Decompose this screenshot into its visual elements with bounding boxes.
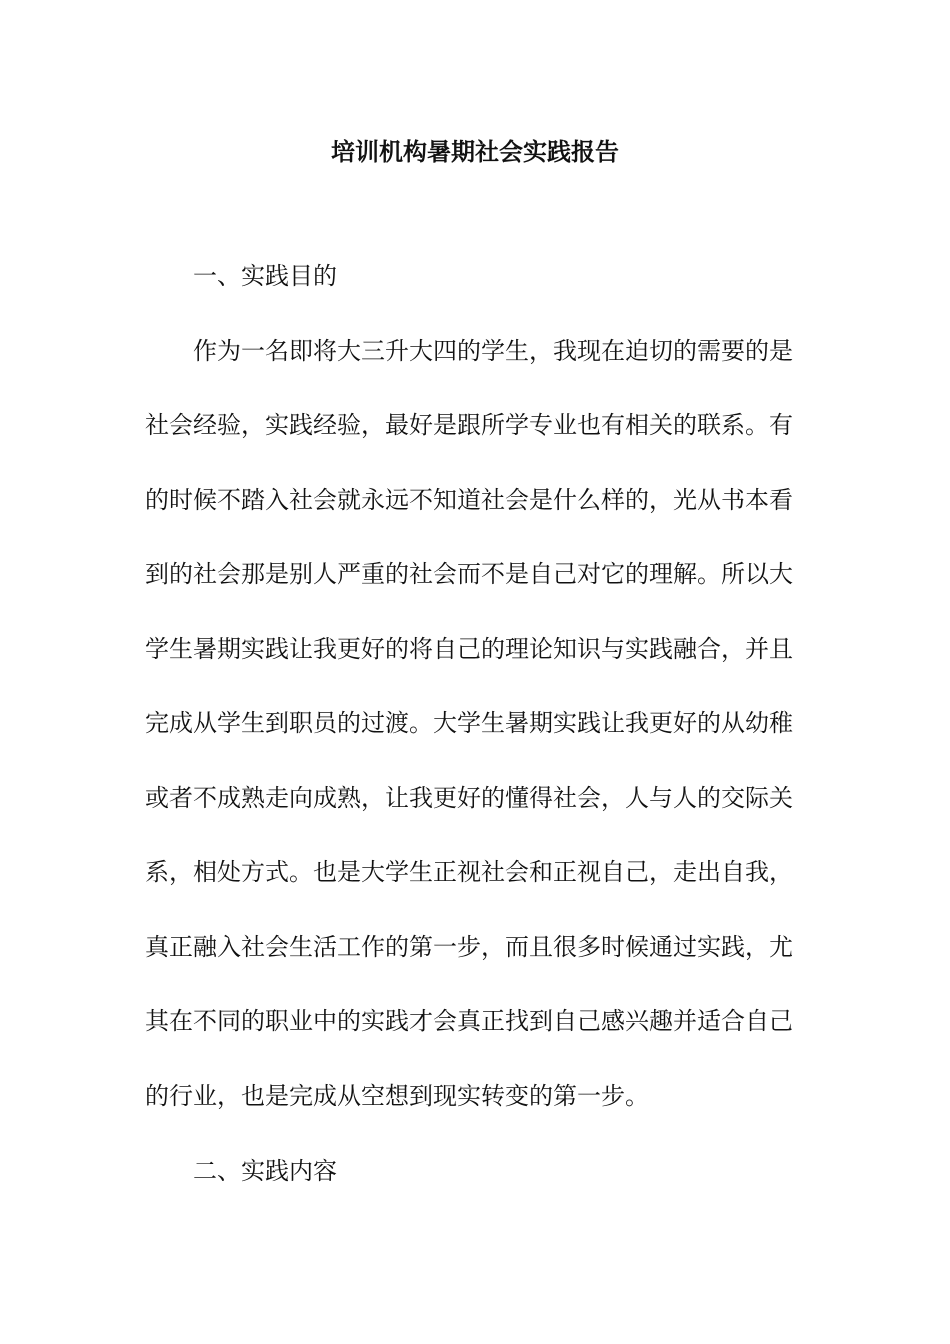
paragraph-line: 社会经验，实践经验，最好是跟所学专业也有相关的联系。有 bbox=[145, 411, 793, 439]
paragraph-line: 的行业，也是完成从空想到现实转变的第一步。 bbox=[145, 1082, 649, 1110]
section-heading-content: 二、实践内容 bbox=[193, 1157, 337, 1185]
paragraph-line: 到的社会那是别人严重的社会而不是自己对它的理解。所以大 bbox=[145, 560, 793, 588]
paragraph-line: 的时候不踏入社会就永远不知道社会是什么样的，光从书本看 bbox=[145, 486, 793, 514]
paragraph-line: 学生暑期实践让我更好的将自己的理论知识与实践融合，并且 bbox=[145, 635, 793, 663]
section-heading-purpose: 一、实践目的 bbox=[193, 262, 337, 290]
paragraph-line: 或者不成熟走向成熟，让我更好的懂得社会，人与人的交际关 bbox=[145, 784, 793, 812]
paragraph-line: 系，相处方式。也是大学生正视社会和正视自己，走出自我， bbox=[145, 858, 793, 886]
paragraph-line: 完成从学生到职员的过渡。大学生暑期实践让我更好的从幼稚 bbox=[145, 709, 793, 737]
paragraph-line: 其在不同的职业中的实践才会真正找到自己感兴趣并适合自己 bbox=[145, 1007, 793, 1035]
document-title: 培训机构暑期社会实践报告 bbox=[331, 137, 619, 166]
paragraph-line: 真正融入社会生活工作的第一步，而且很多时候通过实践，尤 bbox=[145, 933, 793, 961]
paragraph-line: 作为一名即将大三升大四的学生，我现在迫切的需要的是 bbox=[193, 337, 793, 365]
